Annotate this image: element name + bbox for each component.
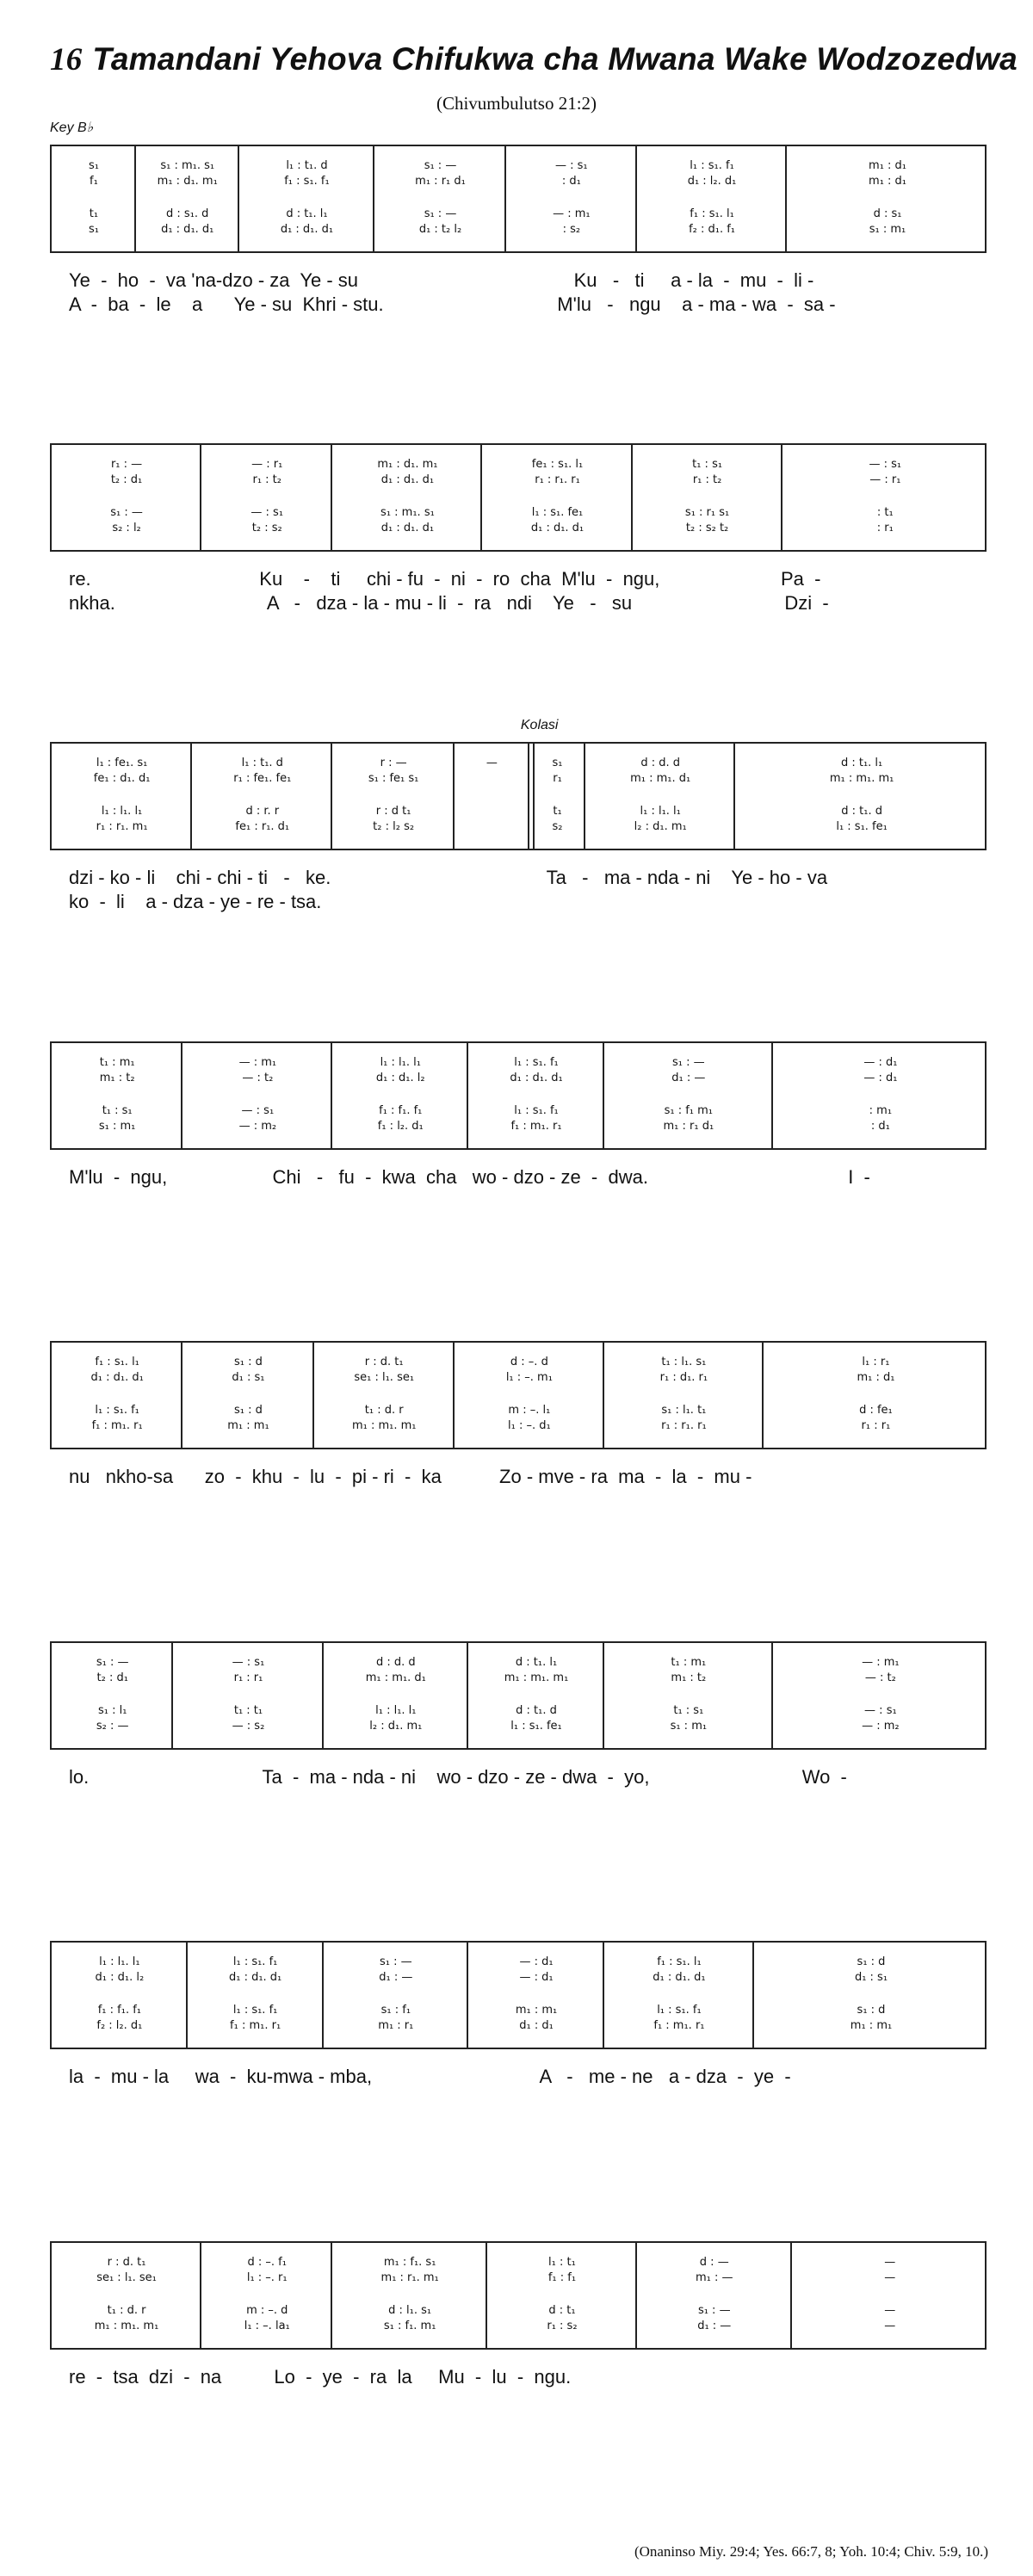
solfa-notes: m₁ : r₁ d₁ bbox=[663, 1120, 714, 1133]
lyric-line-1: la - mu - la wa - ku-mwa - mba, A - me - ne a - dza - ye - bbox=[69, 2066, 791, 2087]
solfa-notes: — bbox=[884, 2320, 896, 2332]
solfa-notes: d₁ : — bbox=[379, 1971, 413, 1984]
barline bbox=[331, 1043, 332, 1148]
solfa-staff bbox=[50, 742, 987, 850]
barline bbox=[171, 1643, 173, 1748]
solfa-notes: s₁ : d bbox=[234, 1404, 263, 1417]
solfa-notes: s₁ : f₁ bbox=[380, 2004, 411, 2017]
solfa-notes: t₂ : d₁ bbox=[96, 1671, 128, 1684]
solfa-notes: — : s₁ bbox=[241, 1104, 275, 1117]
solfa-notes: m₁ : t₂ bbox=[99, 1072, 135, 1084]
solfa-notes: s₁ : — bbox=[96, 1656, 129, 1669]
solfa-notes: s₁ : r₁ s₁ bbox=[684, 506, 730, 519]
barline bbox=[190, 744, 192, 849]
solfa-notes: t₁ : s₁ bbox=[692, 458, 723, 471]
solfa-notes: r₁ : t₂ bbox=[252, 473, 281, 486]
solfa-notes: d₁ : d₁. l₂ bbox=[375, 1072, 425, 1084]
solfa-notes: d₁ : d₁. d₁ bbox=[228, 1971, 282, 1984]
solfa-notes: d : — bbox=[699, 2256, 729, 2269]
lyric-line-1: dzi - ko - li chi - chi - ti - ke. Ta - ma - nda - ni Ye - ho - va bbox=[69, 867, 828, 888]
solfa-notes: fe₁ : s₁. l₁ bbox=[531, 458, 584, 471]
solfa-notes: l₁ : l₁. l₁ bbox=[99, 1955, 140, 1968]
solfa-notes: — bbox=[884, 2271, 896, 2284]
solfa-notes: d : d. d bbox=[640, 757, 681, 769]
solfa-notes: — : r₁ bbox=[251, 458, 283, 471]
solfa-staff bbox=[50, 1041, 987, 1150]
lyric-line-1: M'lu - ngu, Chi - fu - kwa cha wo - dzo - ze - dwa. I - bbox=[69, 1166, 870, 1188]
solfa-notes: d : –. f₁ bbox=[247, 2256, 287, 2269]
barline bbox=[603, 1643, 604, 1748]
solfa-notes: s₁ : — bbox=[380, 1955, 412, 1968]
solfa-notes: d : r. r bbox=[245, 805, 280, 818]
barline bbox=[200, 445, 201, 550]
solfa-notes: — : d₁ bbox=[863, 1072, 898, 1084]
solfa-notes: f₁ : s₁. f₁ bbox=[284, 175, 330, 188]
barline bbox=[467, 1043, 468, 1148]
barline bbox=[331, 744, 332, 849]
solfa-notes: m₁ : — bbox=[695, 2271, 733, 2284]
solfa-notes: s₁ : — bbox=[424, 159, 457, 172]
solfa-notes: m₁ : r₁ d₁ bbox=[415, 175, 466, 188]
solfa-staff bbox=[50, 1941, 987, 2049]
solfa-notes: f₂ : d₁. f₁ bbox=[689, 223, 736, 236]
solfa-notes: d : t₁. l₁ bbox=[840, 757, 883, 769]
solfa-notes: d₁ : d₁. d₁ bbox=[161, 223, 214, 236]
solfa-notes: — bbox=[486, 757, 498, 769]
solfa-notes: l₁ : s₁. f₁ bbox=[514, 1056, 559, 1069]
barline bbox=[181, 1043, 182, 1148]
solfa-notes: r₁ bbox=[553, 772, 562, 785]
solfa-notes: s₁ : — bbox=[110, 506, 143, 519]
solfa-notes: s₁ : d bbox=[234, 1356, 263, 1368]
solfa-notes: s₁ : d bbox=[857, 2004, 886, 2017]
barline bbox=[603, 1043, 604, 1148]
barline bbox=[528, 744, 529, 849]
solfa-staff bbox=[50, 1341, 987, 1449]
solfa-notes: l₁ : s₁. f₁ bbox=[690, 159, 734, 172]
lyric-line-1: re - tsa dzi - na Lo - ye - ra la Mu - lu - ngu. bbox=[69, 2366, 572, 2388]
solfa-notes: d₁ : d₁. d₁ bbox=[653, 1971, 706, 1984]
barline bbox=[752, 1943, 754, 2048]
solfa-notes: t₁ bbox=[89, 207, 99, 220]
solfa-notes: m : –. d bbox=[246, 2304, 288, 2317]
solfa-notes: f₁ : m₁. r₁ bbox=[91, 1419, 143, 1432]
solfa-notes: s₂ : l₂ bbox=[112, 522, 141, 534]
solfa-notes: m₁ : d₁. m₁ bbox=[377, 458, 438, 471]
solfa-notes: — : t₂ bbox=[864, 1671, 896, 1684]
solfa-notes: d : t₁. d bbox=[841, 805, 882, 818]
solfa-notes: m₁ : m₁. m₁ bbox=[504, 1671, 569, 1684]
solfa-notes: m₁ : f₁. s₁ bbox=[383, 2256, 436, 2269]
barline bbox=[790, 2243, 792, 2348]
solfa-notes: m₁ : r₁ bbox=[378, 2019, 414, 2032]
solfa-notes: r₁ : d₁. r₁ bbox=[659, 1371, 708, 1384]
solfa-notes: l₁ : s₁. f₁ bbox=[95, 1404, 139, 1417]
hymn-title: Tamandani Yehova Chifukwa cha Mwana Wake Wodzozedwa bbox=[92, 41, 1018, 77]
solfa-notes: s₁ : m₁ bbox=[869, 223, 906, 236]
solfa-notes: — : t₂ bbox=[242, 1072, 274, 1084]
solfa-notes: — : s₁ bbox=[232, 1656, 265, 1669]
solfa-notes: — : m₁ bbox=[862, 1656, 900, 1669]
barline bbox=[486, 2243, 487, 2348]
barline bbox=[635, 2243, 637, 2348]
solfa-notes: l₁ : l₁. l₁ bbox=[640, 805, 681, 818]
solfa-notes: m₁ : m₁. d₁ bbox=[630, 772, 691, 785]
solfa-notes: m₁ : m₁. m₁ bbox=[351, 1419, 417, 1432]
solfa-notes: r₁ : r₁ bbox=[861, 1419, 891, 1432]
solfa-notes: l₁ : l₁. l₁ bbox=[380, 1056, 421, 1069]
solfa-notes: m₁ : d₁ bbox=[869, 159, 907, 172]
solfa-notes: d₁ : d₁. d₁ bbox=[90, 1371, 144, 1384]
solfa-notes: s₁ : m₁ bbox=[98, 1120, 136, 1133]
hymn-header bbox=[50, 41, 1018, 78]
solfa-notes: d₁ : d₁. d₁ bbox=[530, 522, 585, 534]
barline bbox=[200, 2243, 201, 2348]
solfa-notes: s₁ : — bbox=[697, 2304, 731, 2317]
solfa-notes: r : — bbox=[380, 757, 407, 769]
solfa-notes: l₁ : s₁. f₁ bbox=[657, 2004, 702, 2017]
solfa-notes: f₁ : m₁. r₁ bbox=[653, 2019, 705, 2032]
solfa-notes: d : l₁. s₁ bbox=[388, 2304, 432, 2317]
barline bbox=[733, 744, 735, 849]
solfa-notes: l₁ : t₁. d bbox=[286, 159, 328, 172]
solfa-notes: — bbox=[884, 2304, 896, 2317]
solfa-notes: — : r₁ bbox=[869, 473, 901, 486]
lyric-line-1: re. Ku - ti chi - fu - ni - ro cha M'lu - ngu, Pa - bbox=[69, 568, 821, 590]
solfa-notes: m₁ : m₁ bbox=[850, 2019, 893, 2032]
solfa-staff bbox=[50, 145, 987, 253]
barline bbox=[762, 1343, 764, 1448]
solfa-staff bbox=[50, 443, 987, 552]
solfa-notes: l₁ : fe₁. s₁ bbox=[96, 757, 148, 769]
solfa-notes: r : d. t₁ bbox=[364, 1356, 404, 1368]
solfa-notes: — : m₁ bbox=[553, 207, 591, 220]
key-signature: Key B♭ bbox=[50, 120, 94, 135]
barline bbox=[480, 445, 482, 550]
solfa-notes: m₁ : m₁. d₁ bbox=[365, 1671, 426, 1684]
solfa-notes: s₁ : — bbox=[672, 1056, 705, 1069]
barline bbox=[331, 445, 332, 550]
solfa-notes: t₁ : t₁ bbox=[233, 1704, 263, 1717]
solfa-notes: r₁ : — bbox=[110, 458, 143, 471]
solfa-notes: d₁ : d₁. d₁ bbox=[380, 522, 435, 534]
barline bbox=[467, 1643, 468, 1748]
barline bbox=[467, 1943, 468, 2048]
solfa-notes: d : s₁ bbox=[873, 207, 902, 220]
solfa-notes: m₁ : m₁. m₁ bbox=[94, 2320, 159, 2332]
barline bbox=[322, 1943, 324, 2048]
hymn-subtitle: (Chivumbulutso 21:2) bbox=[436, 93, 597, 114]
solfa-notes: d₁ : d₁. d₁ bbox=[280, 223, 334, 236]
barline bbox=[373, 146, 374, 251]
barline bbox=[312, 1343, 314, 1448]
lyric-line-2: ko - li a - dza - ye - re - tsa. bbox=[69, 891, 322, 912]
barline bbox=[771, 1643, 773, 1748]
lyric-line-2: nkha. A - dza - la - mu - li - ra ndi Ye - su Dzi - bbox=[69, 592, 829, 614]
scripture-references: (Onaninso Miy. 29:4; Yes. 66:7, 8; Yoh. 10:4; Chiv. 5:9, 10.) bbox=[634, 2543, 988, 2560]
solfa-notes: — : m₂ bbox=[238, 1120, 277, 1133]
solfa-notes: — : s₁ bbox=[869, 458, 902, 471]
barline bbox=[771, 1043, 773, 1148]
solfa-notes: f₁ : l₂. d₁ bbox=[377, 1120, 424, 1133]
barline bbox=[603, 1343, 604, 1448]
solfa-notes: d : t₁. l₁ bbox=[515, 1656, 558, 1669]
solfa-notes: l₁ : s₁. fe₁ bbox=[531, 506, 584, 519]
solfa-notes: s₂ : — bbox=[96, 1720, 129, 1733]
solfa-notes: r₁ : r₁. r₁ bbox=[661, 1419, 707, 1432]
solfa-notes: : t₁ bbox=[876, 506, 894, 519]
solfa-notes: t₁ : m₁ bbox=[671, 1656, 707, 1669]
solfa-notes: d₁ : d₁ bbox=[519, 2019, 554, 2032]
solfa-notes: d : –. d bbox=[510, 1356, 548, 1368]
solfa-notes: s₁ : l₁ bbox=[97, 1704, 127, 1717]
solfa-notes: r : d t₁ bbox=[375, 805, 411, 818]
solfa-notes: m₁ : m₁ bbox=[515, 2004, 558, 2017]
solfa-notes: f₁ : s₁. l₁ bbox=[690, 207, 734, 220]
solfa-notes: l₁ : r₁ bbox=[862, 1356, 890, 1368]
solfa-notes: r₁ : r₁. m₁ bbox=[96, 820, 148, 833]
lyric-line-1: Ye - ho - va 'na-dzo - za Ye - su Ku - ti a - la - mu - li - bbox=[69, 269, 814, 291]
solfa-notes: l₁ : t₁ bbox=[548, 2256, 576, 2269]
lyric-line-2: A - ba - le a Ye - su Khri - stu. M'lu - ngu a - ma - wa - sa - bbox=[69, 293, 836, 315]
solfa-notes: l₂ : d₁. m₁ bbox=[634, 820, 687, 833]
solfa-notes: t₂ : d₁ bbox=[110, 473, 143, 486]
barline bbox=[781, 445, 782, 550]
solfa-notes: r₁ : s₂ bbox=[547, 2320, 578, 2332]
solfa-notes: m : –. l₁ bbox=[508, 1404, 551, 1417]
solfa-notes: — : d₁ bbox=[519, 1955, 554, 1968]
solfa-notes: m₁ : m₁ bbox=[227, 1419, 269, 1432]
solfa-notes: l₁ : s₁. f₁ bbox=[514, 1104, 559, 1117]
solfa-notes: f₁ bbox=[90, 175, 98, 188]
barline bbox=[134, 146, 136, 251]
solfa-notes: — : m₁ bbox=[238, 1056, 277, 1069]
solfa-notes: l₁ : s₁. fe₁ bbox=[836, 820, 888, 833]
solfa-notes: t₁ : d. r bbox=[107, 2304, 146, 2317]
solfa-notes: : d₁ bbox=[561, 175, 581, 188]
solfa-notes: s₁ : f₁. m₁ bbox=[383, 2320, 436, 2332]
solfa-notes: l₁ : –. d₁ bbox=[508, 1419, 551, 1432]
barline bbox=[322, 1643, 324, 1748]
solfa-notes: d : t₁ bbox=[548, 2304, 576, 2317]
solfa-notes: d : t₁. l₁ bbox=[286, 207, 328, 220]
solfa-notes: d : d. d bbox=[375, 1656, 416, 1669]
barline bbox=[603, 1943, 604, 2048]
solfa-notes: s₁ bbox=[88, 223, 99, 236]
solfa-notes: t₁ : s₁ bbox=[102, 1104, 133, 1117]
solfa-notes: — : d₁ bbox=[519, 1971, 554, 1984]
solfa-notes: m₁ : d₁. m₁ bbox=[157, 175, 218, 188]
solfa-notes: d : s₁. d bbox=[166, 207, 209, 220]
solfa-notes: f₁ : m₁. r₁ bbox=[510, 1120, 562, 1133]
solfa-notes: s₁ : fe₁ s₁ bbox=[368, 772, 419, 785]
solfa-notes: r₁ : r₁ bbox=[233, 1671, 263, 1684]
solfa-notes: : m₁ bbox=[869, 1104, 893, 1117]
barline bbox=[504, 146, 506, 251]
solfa-notes: d₁ : d₁. d₁ bbox=[380, 473, 435, 486]
solfa-notes: t₁ : l₁. s₁ bbox=[661, 1356, 707, 1368]
solfa-notes: fe₁ : d₁. d₁ bbox=[93, 772, 151, 785]
solfa-notes: f₁ : s₁. l₁ bbox=[657, 1955, 702, 1968]
barline bbox=[635, 146, 637, 251]
solfa-notes: s₂ bbox=[552, 820, 563, 833]
solfa-notes: d₁ : d₁. d₁ bbox=[510, 1072, 563, 1084]
solfa-notes: r₁ : t₂ bbox=[692, 473, 722, 486]
solfa-notes: m₁ : r₁. m₁ bbox=[380, 2271, 439, 2284]
solfa-notes: l₁ : t₁. d bbox=[241, 757, 283, 769]
lyric-line-1: nu nkho-sa zo - khu - lu - pi - ri - ka Zo - mve - ra ma - la - mu - bbox=[69, 1466, 752, 1487]
solfa-notes: t₂ : s₂ t₂ bbox=[685, 522, 729, 534]
solfa-notes: s₁ : m₁. s₁ bbox=[380, 506, 435, 519]
solfa-notes: s₁ : l₁. t₁ bbox=[661, 1404, 707, 1417]
solfa-notes: f₁ : f₁ bbox=[547, 2271, 577, 2284]
solfa-notes: d₁ : s₁ bbox=[854, 1971, 888, 1984]
barline bbox=[785, 146, 787, 251]
solfa-notes: m₁ : d₁ bbox=[869, 175, 907, 188]
barline bbox=[238, 146, 239, 251]
solfa-notes: — : s₁ bbox=[555, 159, 588, 172]
solfa-notes: m₁ : d₁ bbox=[857, 1371, 895, 1384]
solfa-notes: s₁ : — bbox=[424, 207, 457, 220]
solfa-notes: s₁ : d bbox=[857, 1955, 886, 1968]
solfa-staff bbox=[50, 1641, 987, 1750]
solfa-notes: l₁ : –. m₁ bbox=[505, 1371, 553, 1384]
solfa-notes: d₁ : — bbox=[671, 1072, 706, 1084]
solfa-notes: l₁ : s₁. f₁ bbox=[232, 1955, 278, 1968]
solfa-notes: : s₂ bbox=[562, 223, 581, 236]
solfa-notes: — : m₂ bbox=[862, 1720, 900, 1733]
solfa-notes: s₁ bbox=[88, 159, 99, 172]
solfa-notes: d₁ : l₂. d₁ bbox=[687, 175, 737, 188]
solfa-notes: d : fe₁ bbox=[859, 1404, 893, 1417]
barline bbox=[186, 1943, 188, 2048]
solfa-notes: se₁ : l₁. se₁ bbox=[354, 1371, 415, 1384]
barline bbox=[584, 744, 585, 849]
solfa-notes: l₁ : s₁. f₁ bbox=[232, 2004, 278, 2017]
barline bbox=[331, 2243, 332, 2348]
solfa-notes: r₁ : r₁. r₁ bbox=[535, 473, 580, 486]
solfa-notes: — : s₂ bbox=[232, 1720, 265, 1733]
solfa-notes: s₁ : m₁. s₁ bbox=[160, 159, 215, 172]
solfa-notes: d₁ : — bbox=[697, 2320, 732, 2332]
solfa-notes: s₁ : m₁ bbox=[670, 1720, 708, 1733]
solfa-notes: t₁ : s₁ bbox=[673, 1704, 704, 1717]
solfa-notes: r₁ : fe₁. fe₁ bbox=[233, 772, 292, 785]
solfa-notes: d₁ : d₁. l₂ bbox=[95, 1971, 145, 1984]
solfa-notes: f₁ : m₁. r₁ bbox=[230, 2019, 281, 2032]
solfa-notes: d₁ : t₂ l₂ bbox=[418, 223, 462, 236]
solfa-notes: t₂ : l₂ s₂ bbox=[373, 820, 415, 833]
solfa-notes: f₂ : l₂. d₁ bbox=[96, 2019, 143, 2032]
solfa-notes: se₁ : l₁. se₁ bbox=[96, 2271, 157, 2284]
solfa-notes: l₂ : d₁. m₁ bbox=[369, 1720, 423, 1733]
barline bbox=[181, 1343, 182, 1448]
solfa-notes: m₁ : t₂ bbox=[671, 1671, 707, 1684]
solfa-notes: m₁ : m₁. m₁ bbox=[829, 772, 894, 785]
barline bbox=[631, 445, 633, 550]
hymn-title-row bbox=[50, 41, 1018, 78]
solfa-notes: — : d₁ bbox=[863, 1056, 898, 1069]
solfa-notes: — : s₁ bbox=[251, 506, 284, 519]
solfa-notes: l₁ : l₁. l₁ bbox=[101, 805, 143, 818]
solfa-notes: s₁ bbox=[552, 757, 563, 769]
solfa-notes: t₁ : d. r bbox=[364, 1404, 404, 1417]
solfa-notes: d₁ : s₁ bbox=[232, 1371, 265, 1384]
barline bbox=[453, 1343, 455, 1448]
solfa-notes: — bbox=[884, 2256, 896, 2269]
section-mark: Kolasi bbox=[520, 718, 559, 732]
solfa-notes: — : s₁ bbox=[864, 1704, 897, 1717]
solfa-notes: : d₁ bbox=[870, 1120, 890, 1133]
solfa-notes: r : d. t₁ bbox=[107, 2256, 146, 2269]
barline bbox=[453, 744, 455, 849]
solfa-notes: l₁ : s₁. fe₁ bbox=[510, 1720, 562, 1733]
solfa-notes: l₁ : l₁. l₁ bbox=[375, 1704, 417, 1717]
solfa-notes: f₁ : s₁. l₁ bbox=[95, 1356, 139, 1368]
solfa-notes: t₂ : s₂ bbox=[251, 522, 282, 534]
solfa-notes: d : t₁. d bbox=[516, 1704, 557, 1717]
solfa-notes: t₁ bbox=[553, 805, 562, 818]
solfa-notes: s₁ : f₁ m₁ bbox=[664, 1104, 714, 1117]
solfa-notes: l₁ : –. r₁ bbox=[246, 2271, 288, 2284]
solfa-notes: l₁ : –. la₁ bbox=[244, 2320, 290, 2332]
hymn-number: 16 bbox=[50, 42, 83, 77]
solfa-notes: f₁ : f₁. f₁ bbox=[379, 1104, 423, 1117]
solfa-notes: t₁ : m₁ bbox=[99, 1056, 135, 1069]
solfa-notes: fe₁ : r₁. d₁ bbox=[235, 820, 290, 833]
solfa-notes: f₁ : f₁. f₁ bbox=[97, 2004, 142, 2017]
solfa-staff bbox=[50, 2241, 987, 2350]
solfa-notes: : r₁ bbox=[876, 522, 894, 534]
lyric-line-1: lo. Ta - ma - nda - ni wo - dzo - ze - dwa - yo, Wo - bbox=[69, 1766, 847, 1788]
